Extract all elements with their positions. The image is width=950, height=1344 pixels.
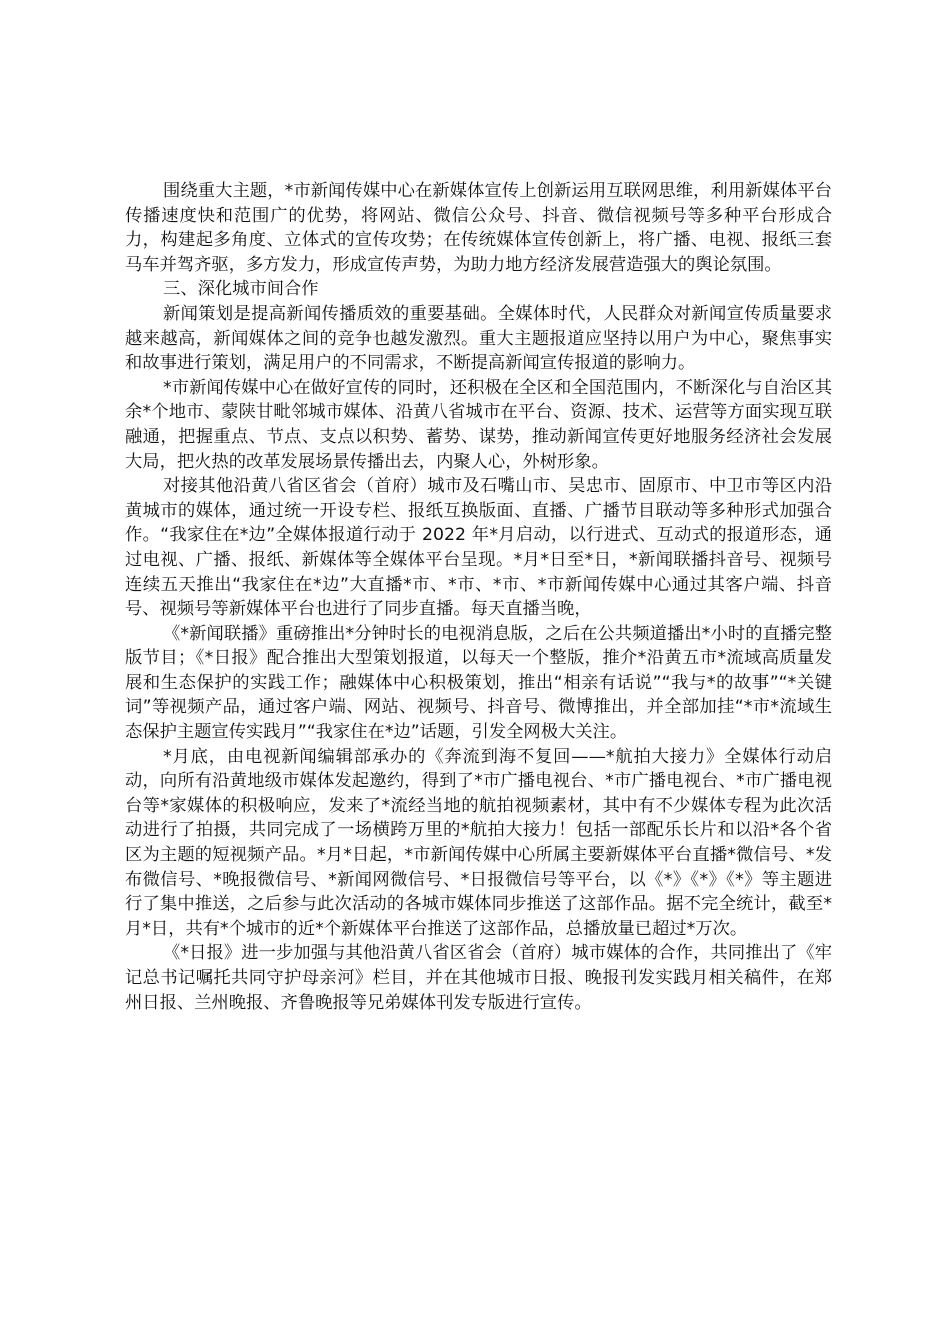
paragraph-news-planning: 新闻策划是提高新闻传播质效的重要基础。全媒体时代，人民群众对新闻宣传质量要求越来越高，新闻媒体之间的竞争也越发激烈。重大主题报道应坚持以用户为中心，聚焦事实和故事进行策划，满足用户的不同需求，不断提高新闻宣传报道的影响力。: [125, 303, 832, 374]
paragraph-media-innovation: 围绕重大主题，*市新闻传媒中心在新媒体宣传上创新运用互联网思维，利用新媒体平台传播速度快和范围广的优势，将网站、微信公众号、抖音、微信视频号等多种平台形成合力，构建起多角度、立体式的宣传攻势；在传统媒体宣传创新上，将广播、电视、报纸三套马车并驾齐驱，多方发力，形成宣传声势，为助力地方经济发展营造强大的舆论氛围。: [125, 181, 832, 275]
paragraph-aerial-relay: *月底，由电视新闻编辑部承办的《奔流到海不复回——*航拍大接力》全媒体行动启动，向所有沿黄地级市媒体发起邀约，得到了*市广播电视台、*市广播电视台、*市广播电视台等*家媒体的积极响应，发来了*流经当地的航拍视频素材，其中有不少媒体专程为此次活动进行了拍摄，共同完成了一场横跨万里的*航拍大接力！包括一部配乐长片和以沿*各个省区为主题的短视频产品。*月*日起，*市新闻传媒中心所属主要新媒体平台直播*微信号、*发布微信号、*晚报微信号、*新闻网微信号、*日报微信号等平台，以《*》《*》《*》等主题进行了集中推送，之后参与此次活动的各城市媒体同步推送了这部作品。据不完全统计，截至*月*日，共有*个城市的近*个新媒体平台推送了这部作品，总播放量已超过*万次。: [125, 746, 832, 939]
paragraph-interconnection: *市新闻传媒中心在做好宣传的同时，还积极在全区和全国范围内，不断深化与自治区其余*个地市、蒙陕甘毗邻城市媒体、沿黄八省城市在平台、资源、技术、运营等方面实现互联融通，把握重点、节点、支点以积势、蓄势、谋势，推动新闻宣传更好地服务经济社会发展大局，把火热的改革发展场景传播出去，内聚人心，外树形象。: [125, 377, 832, 472]
paragraph-daily-cooperation: 《*日报》进一步加强与其他沿黄八省区省会（首府）城市媒体的合作，共同推出了《牢记总书记嘱托共同守护母亲河》栏目，并在其他城市日报、晚报刊发实践月相关稿件，在郑州日报、兰州晚报、齐鲁晚报等兄弟媒体刊发专版进行宣传。: [125, 943, 832, 1013]
document-body: [125, 179, 832, 1015]
section-heading: 三、深化城市间合作: [163, 279, 319, 300]
paragraph-cooperation: 对接其他沿黄八省区省会（首府）城市及石嘴山市、吴忠市、固原市、中卫市等区内沿黄城市的媒体，通过统一开设专栏、报纸互换版面、直播、广播节目联动等多种形式加强合作。“我家住在*边”全媒体报道行动于 2022 年*月启动，以行进式、互动式的报道形态，通过电视、广播、报纸、新媒体等全媒体平台呈现。*月*日至*日，*新闻联播抖音号、视频号连续五天推出“我家住在*边”大直播*市、*市、*市、*市新闻传媒中心通过其客户端、抖音号、视频号等新媒体平台也进行了同步直播。每天直播当晚，: [125, 476, 832, 620]
paragraph-broadcast: 《*新闻联播》重磅推出*分钟时长的电视消息版，之后在公共频道播出*小时的直播完整版节目；《*日报》配合推出大型策划报道，以每天一个整版，推介*沿黄五市*流域高质量发展和生态保护的实践工作；融媒体中心积极策划，推出“相亲有话说”“我与*的故事”“*关键词”等视频产品，通过客户端、网站、视频号、抖音号、微博推出，并全部加挂“*市*流域生态保护主题宣传实践月”“我家住在*边”话题，引发全网极大关注。: [125, 623, 832, 743]
